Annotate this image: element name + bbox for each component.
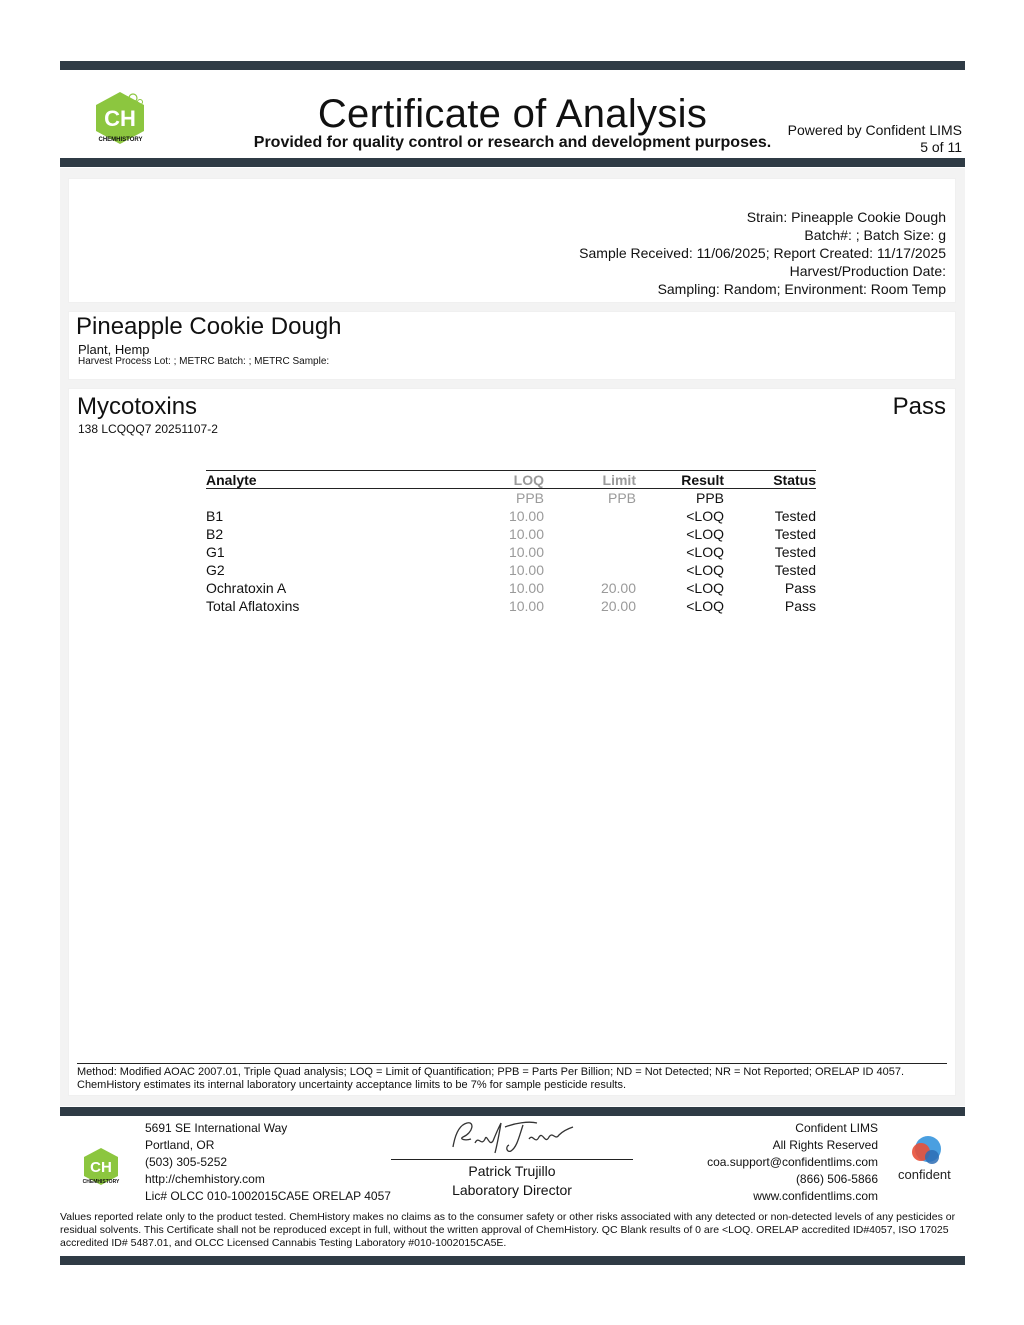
cell-result: <LOQ: [686, 544, 724, 560]
table-row: [206, 525, 816, 543]
cell-analyte: G2: [206, 562, 225, 578]
unit-result: PPB: [695, 490, 724, 506]
logo-caption: CHEMHISTORY: [98, 137, 143, 143]
address-phone: (503) 305-5252: [145, 1155, 228, 1169]
address-line: 5691 SE International Way: [145, 1121, 288, 1135]
contact-phone: (866) 506-5866: [795, 1172, 878, 1186]
unit-loq: PPB: [515, 490, 544, 506]
units-row: [206, 489, 816, 508]
signature-line: [391, 1159, 633, 1160]
cell-status: Pass: [784, 598, 816, 614]
cell-status: Tested: [774, 526, 816, 542]
signer: [391, 1162, 633, 1200]
cell-status: Tested: [774, 562, 816, 578]
page-subtitle: Provided for quality control or research and development purposes.: [253, 134, 772, 151]
contact-rights: All Rights Reserved: [772, 1138, 878, 1152]
cell-limit: [544, 507, 636, 525]
cell-result: <LOQ: [686, 508, 724, 524]
harvest-line: Harvest/Production Date:: [789, 263, 946, 279]
confident-logo-icon: [908, 1135, 948, 1167]
section-title: Mycotoxins: [77, 393, 198, 420]
unit-analyte: [206, 489, 446, 508]
cell-limit: 20.00: [600, 580, 636, 596]
header-bar: [60, 158, 965, 167]
top-bar: [60, 61, 965, 70]
cell-status: Pass: [784, 580, 816, 596]
cell-result: <LOQ: [686, 526, 724, 542]
logo-text: CH: [104, 106, 136, 131]
address-website: http://chemhistory.com: [145, 1172, 265, 1186]
cell-limit: [544, 525, 636, 543]
cell-analyte: Total Aflatoxins: [206, 598, 300, 614]
method-note: Method: Modified AOAC 2007.01, Triple Quad analysis; LOQ = Limit of Quantification; PPB = Parts Per Billion; ND = Not Detected; NR = Not Reported; ORELAP ID 4057. ChemHistory estimates its internal laboratory uncertainty acceptance limits to be 7% for sample pesticide results.: [77, 1063, 947, 1092]
table-row: [206, 543, 816, 561]
cell-loq: 10.00: [508, 508, 544, 524]
signature-image: [445, 1117, 580, 1159]
lims-contact: [707, 1120, 878, 1205]
table-row: [206, 579, 816, 597]
signer-name: Patrick Trujillo: [468, 1163, 556, 1179]
product-name: Pineapple Cookie Dough: [76, 313, 342, 340]
header-result: Result: [636, 471, 724, 489]
cell-analyte: Ochratoxin A: [206, 580, 287, 596]
cell-result: <LOQ: [686, 562, 724, 578]
cell-loq: 10.00: [508, 544, 544, 560]
contact-website: www.confidentlims.com: [753, 1189, 878, 1203]
powered-by: [788, 122, 962, 156]
contact-email: coa.support@confidentlims.com: [707, 1155, 878, 1169]
cell-loq: 10.00: [508, 598, 544, 614]
signer-title: Laboratory Director: [452, 1182, 572, 1198]
table-row: [206, 507, 816, 525]
footer-bar: [60, 1107, 965, 1116]
page-title: Certificate of Analysis: [317, 92, 708, 136]
disclaimer: Values reported relate only to the product tested. ChemHistory makes no claims as to the consumer safety or other risks associated with any detected or non-detected levels of any pesticides or residual solvents. This Certificate shall not be reproduced except in full, without the written approval of ChemHistory. QC Blank results of 0 are <LOQ. ORELAP accredited ID#4057, ISO 17025 accredited ID# 5487.01, and OLCC Licensed Cannabis Testing Laboratory #010-1002015CA5E.: [60, 1211, 956, 1249]
cell-loq: 10.00: [508, 526, 544, 542]
cell-status: Tested: [774, 508, 816, 524]
cell-result: <LOQ: [686, 598, 724, 614]
header-limit: Limit: [544, 471, 636, 489]
section-result: Pass: [892, 393, 946, 420]
footer-logo-caption: CHEMHISTORY: [82, 1179, 120, 1185]
unit-status: [724, 489, 816, 508]
cell-status: Tested: [774, 544, 816, 560]
cell-limit: [544, 543, 636, 561]
unit-limit: PPB: [607, 490, 636, 506]
confident-wordmark: confident: [898, 1167, 951, 1182]
header-status: Status: [724, 471, 816, 489]
table-row: [206, 597, 816, 615]
address-city: Portland, OR: [145, 1138, 215, 1152]
table-header-row: [206, 471, 816, 489]
lab-address: [145, 1120, 391, 1205]
powered-by-text: Powered by Confident LIMS: [787, 122, 962, 138]
page-number: 5 of 11: [920, 139, 962, 155]
cell-limit: 20.00: [600, 598, 636, 614]
address-license: Lic# OLCC 010-1002015CA5E ORELAP 4057: [145, 1189, 391, 1203]
sampling-line: Sampling: Random; Environment: Room Temp: [657, 281, 946, 297]
contact-company: Confident LIMS: [795, 1121, 878, 1135]
bottom-bar: [60, 1256, 965, 1265]
cell-loq: 10.00: [508, 580, 544, 596]
sample-info: [579, 208, 946, 298]
product-type: Plant, Hemp: [78, 342, 150, 357]
cell-analyte: B1: [206, 508, 224, 524]
results-table: [206, 470, 816, 615]
product-lot: Harvest Process Lot: ; METRC Batch: ; METRC Sample:: [78, 356, 330, 367]
cell-analyte: G1: [206, 544, 225, 560]
footer-logo-text: CH: [90, 1159, 112, 1176]
header-analyte: Analyte: [206, 471, 446, 489]
footer-logo: [82, 1147, 120, 1187]
cell-result: <LOQ: [686, 580, 724, 596]
table-row: [206, 561, 816, 579]
dates-line: Sample Received: 11/06/2025; Report Created: 11/17/2025: [579, 245, 946, 261]
cell-limit: [544, 561, 636, 579]
section-id: 138 LCQQQ7 20251107-2: [78, 422, 218, 436]
header-loq: LOQ: [446, 471, 544, 489]
batch-line: Batch#: ; Batch Size: g: [804, 227, 946, 243]
cell-loq: 10.00: [508, 562, 544, 578]
strain-line: Strain: Pineapple Cookie Dough: [746, 209, 946, 225]
cell-analyte: B2: [206, 526, 224, 542]
